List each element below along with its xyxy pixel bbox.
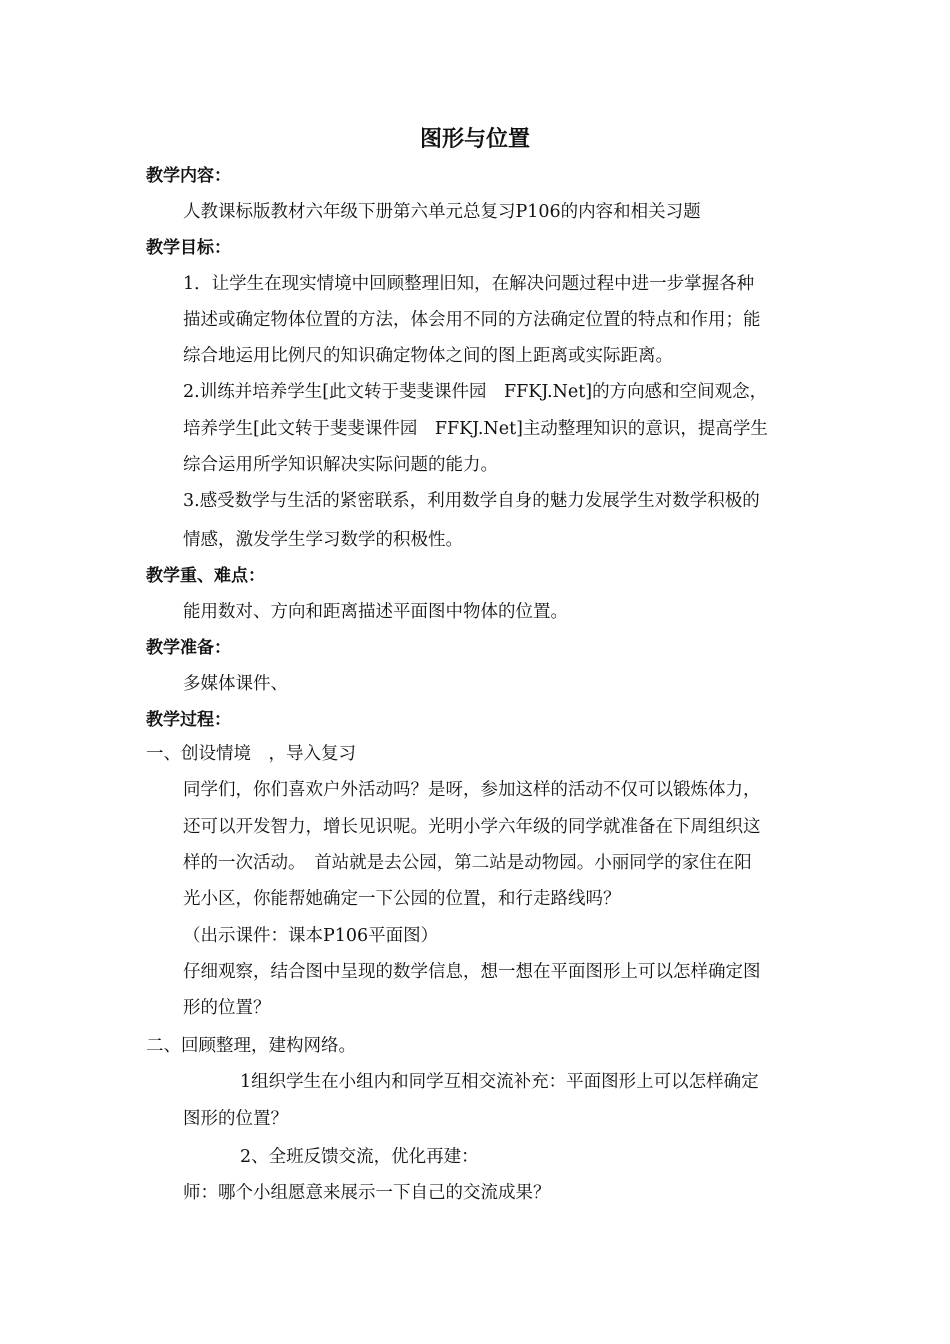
paragraph-line: 培养学生[此文转于斐斐课件园 FFKJ.Net]主动整理知识的意识，提高学生 [183,419,768,439]
paragraph-line: 样的一次活动。 首站就是去公园，第二站是动物园。小丽同学的家住在阳 [183,853,752,873]
section-heading-objectives: 教学目标： [146,238,231,258]
paragraph-line: 师：哪个小组愿意来展示一下自己的交流成果？ [183,1183,551,1203]
document-title: 图形与位置 [419,127,530,152]
paragraph-line: 1．让学生在现实情境中回顾整理旧知，在解决问题过程中进一步掌握各种 [183,274,755,294]
paragraph-line: 图形的位置？ [183,1109,288,1129]
paragraph-line: 还可以开发智力，增长见识呢。光明小学六年级的同学就准备在下周组织这 [183,817,761,837]
paragraph-line: 综合运用所学知识解决实际问题的能力。 [183,455,498,475]
paragraph-line: 综合地运用比例尺的知识确定物体之间的图上距离或实际距离。 [183,346,673,366]
paragraph-line: 二、回顾整理，建构网络。 [146,1036,356,1056]
section-heading-content: 教学内容： [146,166,231,186]
section-heading-preparation: 教学准备： [146,638,231,658]
section-heading-process: 教学过程： [146,710,231,730]
paragraph-line: 一、创设情境 ，导入复习 [146,744,356,764]
section-heading-key-points: 教学重、难点： [146,566,265,586]
paragraph-line: 多媒体课件、 [183,674,288,694]
paragraph-line: （出示课件：课本P106平面图） [183,926,439,946]
paragraph-line: 形的位置？ [183,998,271,1018]
paragraph-line: 2、全班反馈交流，优化再建： [240,1147,479,1167]
paragraph-line: 能用数对、方向和距离描述平面图中物体的位置。 [183,602,568,622]
paragraph-line: 光小区，你能帮她确定一下公园的位置，和行走路线吗？ [183,889,621,909]
paragraph-line: 同学们，你们喜欢户外活动吗？是呀，参加这样的活动不仅可以锻炼体力， [183,780,761,800]
paragraph-line: 情感，激发学生学习数学的积极性。 [183,530,463,550]
paragraph-line: 2.训练并培养学生[此文转于斐斐课件园 FFKJ.Net]的方向感和空间观念， [183,382,768,402]
paragraph-line: 描述或确定物体位置的方法，体会用不同的方法确定位置的特点和作用；能 [183,310,761,330]
paragraph-line: 1组织学生在小组内和同学互相交流补充：平面图形上可以怎样确定 [240,1072,759,1092]
paragraph-line: 仔细观察，结合图中呈现的数学信息，想一想在平面图形上可以怎样确定图 [183,962,761,982]
paragraph-line: 人教课标版教材六年级下册第六单元总复习P106的内容和相关习题 [183,202,701,222]
paragraph-line: 3.感受数学与生活的紧密联系，利用数学自身的魅力发展学生对数学积极的 [183,491,760,511]
